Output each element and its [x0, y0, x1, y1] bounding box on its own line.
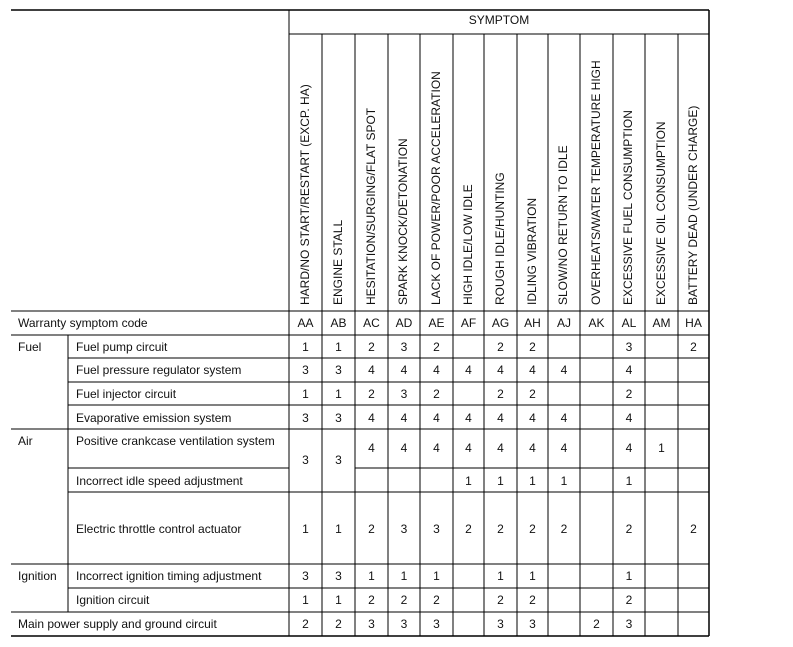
table-cell: 4 — [497, 411, 504, 425]
table-cell: 3 — [302, 453, 309, 467]
symptom-header: SPARK KNOCK/DETONATION — [396, 138, 410, 305]
row-label: Incorrect ignition timing adjustment — [76, 569, 262, 583]
table-cell: 3 — [335, 363, 342, 377]
table-cell: 4 — [368, 441, 375, 455]
table-cell: 2 — [302, 617, 309, 631]
table-cell: 3 — [335, 569, 342, 583]
table-cell: 2 — [625, 522, 633, 536]
row-label: Electric throttle control actuator — [76, 522, 242, 536]
table-cell: 2 — [529, 340, 536, 354]
table-cell: 4 — [529, 441, 536, 455]
table-cell: 1 — [335, 340, 342, 354]
table-cell: 2 — [690, 522, 697, 536]
table-cell: 4 — [497, 363, 504, 377]
symptom-header: IDLING VIBRATION — [525, 197, 539, 305]
table-cell: 4 — [560, 363, 568, 377]
table-cell: 2 — [497, 522, 504, 536]
table-cell: 2 — [368, 387, 375, 401]
table-cell: 3 — [335, 411, 342, 425]
row-label: Ignition circuit — [76, 593, 150, 607]
symptom-header: EXCESSIVE FUEL CONSUMPTION — [621, 110, 635, 305]
table-cell: 1 — [497, 569, 504, 583]
warranty-code: AM — [652, 316, 671, 330]
table-cell: 2 — [690, 340, 697, 354]
table-cell: 1 — [529, 569, 536, 583]
table-cell: 4 — [368, 411, 375, 425]
table-cell: 3 — [529, 617, 536, 631]
table-cell: 3 — [497, 617, 504, 631]
table-cell: 3 — [368, 617, 375, 631]
row-label: Evaporative emission system — [76, 411, 232, 425]
row-label: Fuel injector circuit — [76, 387, 177, 401]
table-cell: 4 — [625, 411, 633, 425]
row-label: Positive crankcase ventilation system — [76, 434, 275, 448]
symptom-header: ENGINE STALL — [331, 219, 345, 305]
table-cell: 1 — [335, 387, 342, 401]
table-cell: 4 — [465, 411, 472, 425]
table-cell: 3 — [400, 387, 408, 401]
table-cell: 2 — [368, 522, 375, 536]
table-cell: 4 — [625, 363, 633, 377]
table-cell: 3 — [302, 411, 309, 425]
table-cell: 1 — [302, 387, 309, 401]
table-cell: 2 — [593, 617, 600, 631]
table-cell: 2 — [465, 522, 472, 536]
table-cell: 2 — [529, 387, 536, 401]
table-cell: 2 — [497, 340, 504, 354]
warranty-code: AK — [588, 316, 605, 330]
table-cell: 4 — [433, 441, 440, 455]
table-cell: 3 — [625, 340, 633, 354]
table-cell: 4 — [497, 441, 504, 455]
warranty-code: AD — [395, 316, 413, 330]
warranty-code: AA — [297, 316, 314, 330]
table-cell: 4 — [368, 363, 375, 377]
symptom-header: HESITATION/SURGING/FLAT SPOT — [364, 107, 378, 305]
warranty-code: AB — [330, 316, 347, 330]
table-cell: 2 — [433, 387, 440, 401]
row-label: Main power supply and ground circuit — [18, 617, 217, 631]
table-cell: 1 — [335, 522, 342, 536]
table-cell: 2 — [433, 593, 440, 607]
table-cell: 1 — [335, 593, 342, 607]
warranty-code: AJ — [556, 316, 571, 330]
table-cell: 2 — [433, 340, 440, 354]
symptom-header: OVERHEATS/WATER TEMPERATURE HIGH — [589, 60, 603, 305]
symptom-header: EXCESSIVE OIL CONSUMPTION — [654, 121, 668, 305]
table-cell: 1 — [497, 474, 504, 488]
table-cell: 2 — [625, 387, 633, 401]
symptom-header: HARD/NO START/RESTART (EXCP. HA) — [298, 84, 312, 305]
warranty-code: AG — [491, 316, 510, 330]
row-label: Fuel pump circuit — [76, 340, 168, 354]
table-cell: 2 — [497, 593, 504, 607]
table-cell: 3 — [302, 569, 309, 583]
warranty-code: AC — [363, 316, 380, 330]
table-cell: 4 — [400, 363, 408, 377]
warranty-code: AF — [460, 316, 477, 330]
table-cell: 4 — [433, 411, 440, 425]
table-cell: 2 — [400, 593, 408, 607]
row-label: Fuel pressure regulator system — [76, 363, 242, 377]
table-cell: 4 — [465, 363, 472, 377]
symptom-header: ROUGH IDLE/HUNTING — [493, 172, 507, 305]
table-cell: 4 — [529, 363, 536, 377]
symptom-header: HIGH IDLE/LOW IDLE — [461, 184, 475, 305]
table-cell: 4 — [400, 441, 408, 455]
warranty-label: Warranty symptom code — [18, 316, 148, 330]
warranty-code: HA — [685, 316, 702, 330]
symptom-header: SLOW/NO RETURN TO IDLE — [556, 145, 570, 305]
table-cell: 3 — [433, 617, 440, 631]
table-cell: 4 — [433, 363, 440, 377]
table-cell: 3 — [433, 522, 440, 536]
group-fuel: Fuel — [18, 340, 42, 354]
table-cell: 3 — [302, 363, 309, 377]
warranty-code: AL — [621, 316, 637, 330]
table-cell: 2 — [497, 387, 504, 401]
table-cell: 1 — [302, 593, 309, 607]
table-cell: 4 — [465, 441, 472, 455]
table-cell: 3 — [625, 617, 633, 631]
symptom-title: SYMPTOM — [468, 13, 530, 27]
table-cell: 1 — [625, 474, 633, 488]
table-cell: 4 — [560, 411, 568, 425]
table-cell: 2 — [368, 593, 375, 607]
table-cell: 2 — [560, 522, 568, 536]
table-cell: 1 — [302, 340, 309, 354]
table-cell: 2 — [335, 617, 342, 631]
table-cell: 2 — [529, 522, 536, 536]
table-cell: 1 — [625, 569, 633, 583]
warranty-code: AE — [428, 316, 445, 330]
table-cell: 1 — [658, 441, 665, 455]
table-cell: 2 — [368, 340, 375, 354]
table-cell: 1 — [302, 522, 309, 536]
table-cell: 4 — [400, 411, 408, 425]
table-cell: 2 — [529, 593, 536, 607]
table-cell: 1 — [560, 474, 568, 488]
table-cell: 1 — [465, 474, 472, 488]
table-cell: 4 — [560, 441, 568, 455]
group-air: Air — [18, 434, 33, 448]
warranty-code: AH — [524, 316, 541, 330]
table-cell: 3 — [400, 522, 408, 536]
table-cell: 1 — [433, 569, 440, 583]
table-cell: 1 — [529, 474, 536, 488]
table-cell: 3 — [400, 340, 408, 354]
table-cell: 1 — [368, 569, 375, 583]
table-cell: 4 — [529, 411, 536, 425]
table-cell: 2 — [625, 593, 633, 607]
row-label: Incorrect idle speed adjustment — [76, 474, 243, 488]
table-cell: 3 — [335, 453, 342, 467]
table-cell: 4 — [625, 441, 633, 455]
table-cell: 1 — [400, 569, 408, 583]
group-ignition: Ignition — [18, 569, 57, 583]
symptom-header: LACK OF POWER/POOR ACCELERATION — [429, 71, 443, 305]
table-cell: 3 — [400, 617, 408, 631]
symptom-header: BATTERY DEAD (UNDER CHARGE) — [686, 105, 700, 305]
